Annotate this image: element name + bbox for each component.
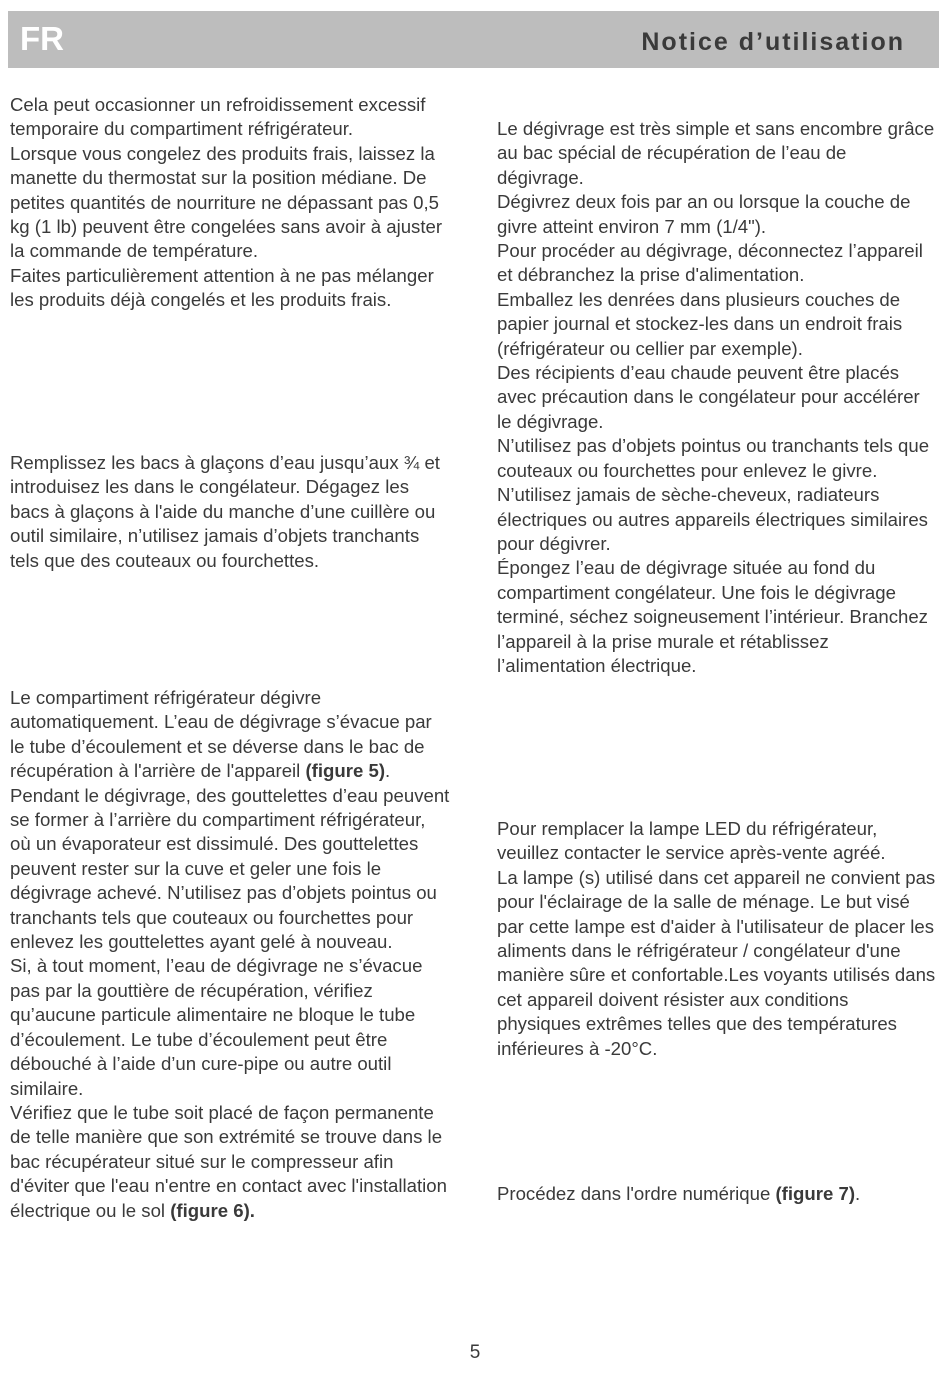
paragraph: Procédez dans l'ordre numérique (figure 7). xyxy=(497,1183,861,1204)
paragraph: Pour procéder au dégivrage, déconnectez l’appareil et débranchez la prise d'alimentation. xyxy=(497,240,923,286)
paragraph: Dégivrez deux fois par an ou lorsque la couche de givre atteint environ 7 mm (1/4"). xyxy=(497,191,911,237)
paragraph: Des récipients d’eau chaude peuvent être placés avec précaution dans le congélateur pour accélérer le dégivrage. xyxy=(497,362,920,432)
paragraph: N’utilisez pas d’objets pointus ou tranchants tels que couteaux ou fourchettes pour enlevez le givre. xyxy=(497,435,930,481)
left-block-fridge-defrost xyxy=(10,686,450,1223)
paragraph: Si, à tout moment, l’eau de dégivrage ne s’évacue pas par la gouttière de récupération, vérifiez qu’aucune particule alimentaire ne bloque le tube d’écoulement. Le tube d’écoulement peut être débouché à l’aide d’un cure-pipe ou autre outil similaire. xyxy=(10,955,423,1099)
paragraph: La lampe (s) utilisé dans cet appareil ne convient pas pour l'éclairage de la salle de ménage. Le but visé par cette lampe est d'aider à l'utilisateur de placer les aliments dans le réfrigérateur / congélateur d'une manière sûre et confortable.Les voyants utilisés dans cet appareil doivent résister aux conditions physiques extrêmes telles que des températures inférieures à -20°C. xyxy=(497,866,936,1059)
left-block-freezing xyxy=(10,93,450,313)
left-block-ice-cubes xyxy=(10,451,450,573)
language-code: FR xyxy=(20,20,64,57)
paragraph: Le compartiment réfrigérateur dégivre automatiquement. L’eau de dégivrage s’évacue par le tube d’écoulement et se déverse dans le bac de récupération à l'arrière de l'appareil (figure 5). xyxy=(10,687,432,782)
paragraph: Épongez l’eau de dégivrage située au fond du compartiment congélateur. Une fois le dégivrage terminé, séchez soigneusement l’intérieur. Branchez l’appareil à la prise murale et rétablissez l’alimentation électrique. xyxy=(497,557,928,676)
figure-reference: (figure 5) xyxy=(305,760,386,782)
paragraph: Remplissez les bacs à glaçons d’eau jusqu’aux ¾ et introduisez les dans le congélateur. Dégagez les bacs à glaçons à l'aide du manche d’une cuillère ou outil similaire, n’utilisez jamais d’objets tranchants tels que des couteaux ou fourchettes. xyxy=(10,452,440,571)
paragraph: Faites particulièrement attention à ne pas mélanger les produits déjà congelés et les produits frais. xyxy=(10,264,434,311)
figure-reference: (figure 7) xyxy=(775,1183,856,1204)
paragraph: N’utilisez jamais de sèche-cheveux, radiateurs électriques ou autres appareils électriques similaires pour dégivrer. xyxy=(497,484,928,554)
paragraph: Emballez les denrées dans plusieurs couches de papier journal et stockez-les dans un endroit frais (réfrigérateur ou cellier par exemple). xyxy=(497,288,903,359)
figure-reference: (figure 6). xyxy=(170,1199,255,1221)
document-title: Notice d’utilisation xyxy=(641,28,905,56)
paragraph: Cela peut occasionner un refroidissement excessif temporaire du compartiment réfrigérateur. xyxy=(10,94,426,140)
right-block-lamp xyxy=(497,817,937,1061)
paragraph: Pour remplacer la lampe LED du réfrigérateur, veuillez contacter le service après-vente agréé. xyxy=(497,818,886,864)
paragraph: Lorsque vous congelez des produits frais, laissez la manette du thermostat sur la position médiane. De petites quantités de nourriture ne dépassant pas 0,5 kg (1 lb) peuvent être congelées sans avoir à ajuster la commande de température. xyxy=(10,142,443,262)
paragraph: Pendant le dégivrage, des gouttelettes d’eau peuvent se former à l’arrière du compartiment réfrigérateur, où un évaporateur est dissimulé. Des gouttelettes peuvent rester sur la cuve et geler une fois le dégivrage achevé. N’utilisez pas d’objets pointus ou tranchants tels que couteaux ou fourchettes pour enlevez les gouttelettes ayant gelé à nouveau. xyxy=(10,784,450,953)
paragraph: Vérifiez que le tube soit placé de façon permanente de telle manière que son extrémité se trouve dans le bac récupérateur situé sur le compresseur afin d'éviter que l'eau n'entre en contact avec l'installation électrique ou le sol (figure 6). xyxy=(10,1101,447,1221)
right-block-order xyxy=(497,1182,937,1206)
page-header xyxy=(8,11,939,68)
right-block-freezer-defrost xyxy=(497,117,937,678)
page-number: 5 xyxy=(469,1342,481,1363)
paragraph: Le dégivrage est très simple et sans encombre grâce au bac spécial de récupération de l’eau de dégivrage. xyxy=(497,118,935,188)
